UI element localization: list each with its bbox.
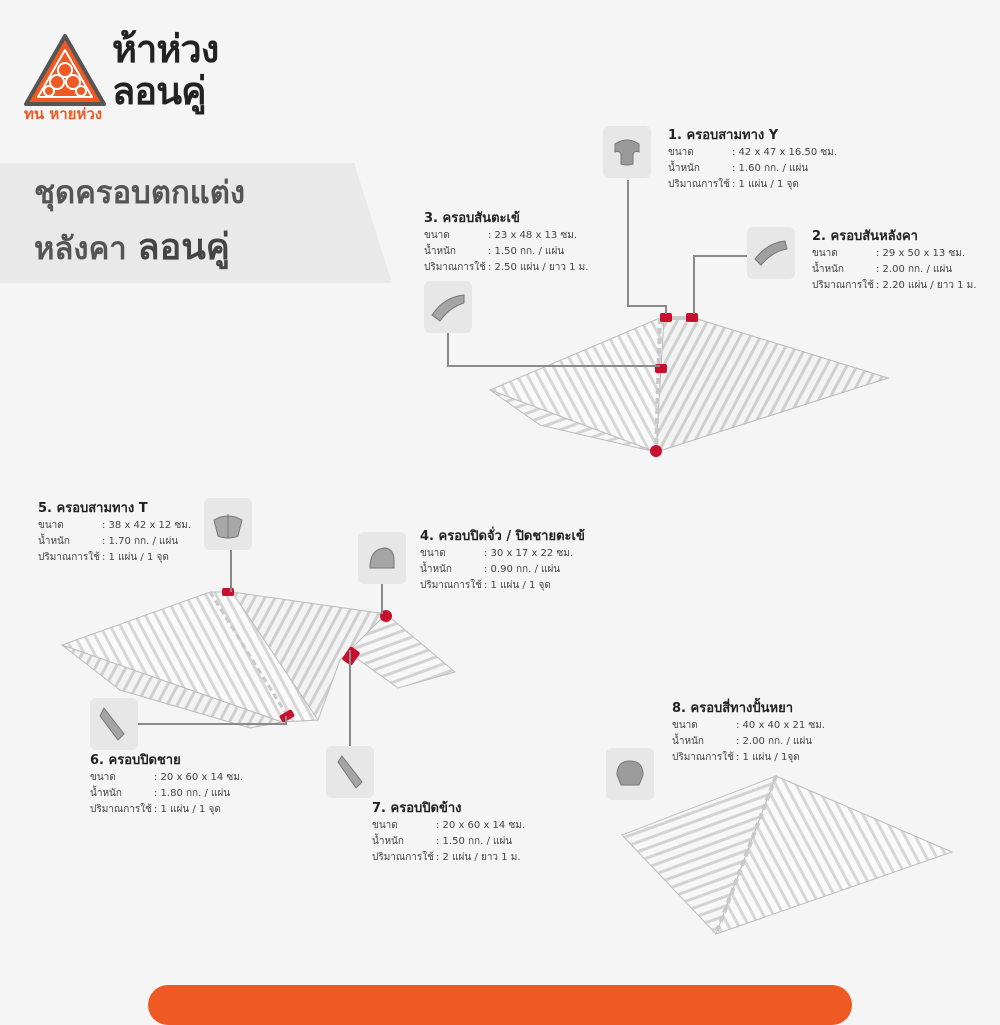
ridge-cap-icon [747, 227, 795, 279]
brand-name-line2: ลอนคู่ [112, 69, 206, 113]
side-cap-icon [326, 746, 374, 798]
page-title-line1: ชุดครอบตกแต่ง [34, 175, 246, 211]
page-title-line2: หลังคา ลอนคู่ [34, 227, 230, 268]
four-way-cap-icon [606, 748, 654, 800]
spec-item-2: 2. ครอบสันหลังคา ขนาด : 29 x 50 x 13 ซม. น้ำหนัก : 2.00 กก. / แผ่น ปริมาณการใช้ : 2.20 แผ่น / ยาว 1 ม. [812, 228, 977, 291]
spec-item-1: 1. ครอบสามทาง Y ขนาด : 42 x 47 x 16.50 ซม. น้ำหนัก : 1.60 กก. / แผ่น ปริมาณการใช้ : 1 แผ่น / 1 จุด [668, 127, 837, 190]
spec-item-5: 5. ครอบสามทาง T ขนาด : 38 x 42 x 12 ซม. น้ำหนัก : 1.70 กก. / แผ่น ปริมาณการใช้ : 1 แผ่น / 1 จุด [38, 500, 192, 563]
hip-cap-icon [424, 281, 472, 333]
spec-item-8: 8. ครอบสี่ทางปั้นหยา ขนาด : 40 x 40 x 21 ซม. น้ำหนัก : 2.00 กก. / แผ่น ปริมาณการใช้ : 1 แผ่น / 1จุด [672, 700, 826, 763]
brand-tagline: ทน หายห่วง [24, 105, 103, 123]
eave-cap-icon [90, 698, 138, 750]
end-cap-icon [358, 532, 406, 584]
spec-item-4: 4. ครอบปิดจั่ว / ปิดชายตะเข้ ขนาด : 30 x 17 x 22 ซม. น้ำหนัก : 0.90 กก. / แผ่น ปริมาณการใช้ : 1 แผ่น / 1 จุด [420, 528, 585, 591]
footer-bar [148, 985, 852, 1025]
spec-item-3: 3. ครอบสันตะเข้ ขนาด : 23 x 48 x 13 ซม. น้ำหนัก : 1.50 กก. / แผ่น ปริมาณการใช้ : 2.50 แผ่น / ยาว 1 ม. [424, 210, 589, 273]
spec-item-6: 6. ครอบปิดชาย ขนาด : 20 x 60 x 14 ซม. น้ำหนัก : 1.80 กก. / แผ่น ปริมาณการใช้ : 1 แผ่น / 1 จุด [90, 752, 244, 815]
brand-name-line1: ห้าห่วง [112, 27, 219, 71]
t-junction-cap-icon [204, 498, 252, 550]
spec-item-7: 7. ครอบปิดข้าง ขนาด : 20 x 60 x 14 ซม. น้ำหนัก : 1.50 กก. / แผ่น ปริมาณการใช้ : 2 แผ่น / ยาว 1 ม. [372, 800, 526, 863]
pyramid-roof-drawing [622, 776, 952, 934]
tee-cap-icon [603, 126, 651, 178]
hip-roof-drawing [490, 318, 888, 452]
